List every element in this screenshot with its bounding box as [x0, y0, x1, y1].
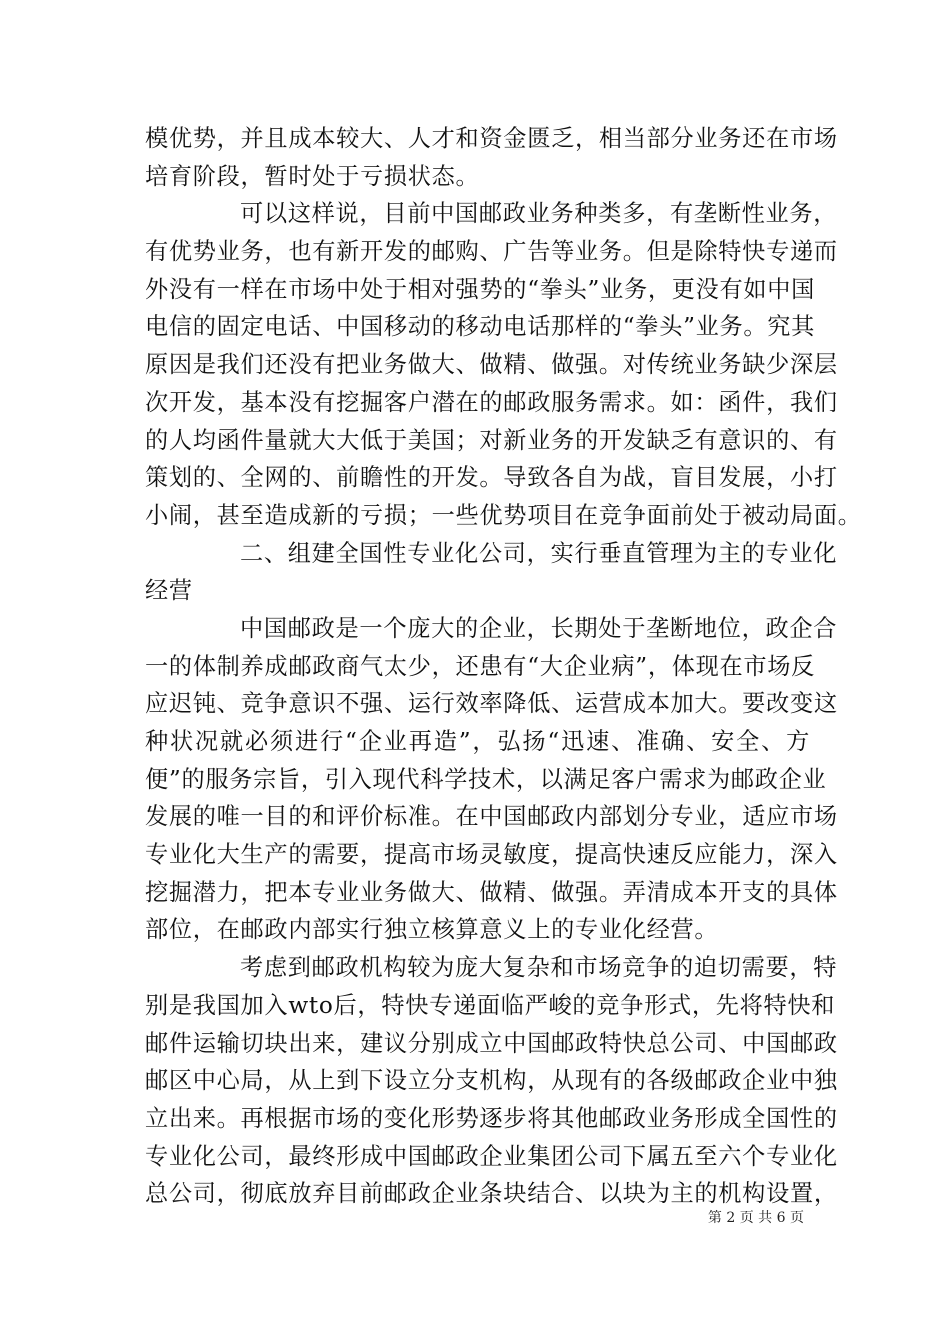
text-line: 经营 — [145, 577, 193, 605]
text-line: 模优势，并且成本较大、人才和资金匮乏，相当部分业务还在市场 — [145, 125, 838, 152]
text-line: 有优势业务，也有新开发的邮购、广告等业务。但是除特快专递而 — [145, 238, 838, 266]
text-line: 邮区中心局，从上到下设立分支机构，从现有的各级邮政企业中独 — [145, 1067, 838, 1095]
paragraph — [145, 949, 838, 1213]
text-line: 发展的唯一目的和评价标准。在中国邮政内部划分专业，适应市场 — [145, 803, 838, 831]
text-line: 便”的服务宗旨，引入现代科学技术，以满足客户需求为邮政企业 — [145, 765, 827, 793]
text-line: 专业化公司，最终形成中国邮政企业集团公司下属五至六个专业化 — [145, 1142, 838, 1170]
text-line: 专业化大生产的需要，提高市场灵敏度，提高快速反应能力，深入 — [145, 841, 838, 869]
text-line: 次开发，基本没有挖掘客户潜在的邮政服务需求。如：函件，我们 — [145, 388, 838, 416]
text-line: 中国邮政是一个庞大的企业，长期处于垄断地位，政企合 — [240, 614, 838, 642]
paragraph — [145, 195, 862, 534]
paragraph — [145, 120, 838, 195]
document-body — [145, 120, 862, 1213]
text-line: 挖掘潜力，把本专业业务做大、做精、做强。弄清成本开支的具体 — [145, 878, 838, 906]
text-line: 二、组建全国性专业化公司，实行垂直管理为主的专业化 — [240, 539, 838, 567]
text-line: 培育阶段，暂时处于亏损状态。 — [145, 162, 480, 190]
paragraph — [145, 535, 838, 610]
text-line: 外没有一样在市场中处于相对强势的“拳头”业务，更没有如中国 — [145, 275, 816, 303]
text-line: 别是我国加入wto后，特快专递面临严峻的竞争形式，先将特快和 — [145, 991, 836, 1019]
text-line: 原因是我们还没有把业务做大、做精、做强。对传统业务缺少深层 — [145, 351, 838, 379]
paragraph — [145, 610, 838, 949]
page-indicator: 第 2 页 共 6 页 — [707, 1210, 804, 1226]
text-line: 应迟钝、竞争意识不强、运行效率降低、运营成本加大。要改变这 — [145, 690, 838, 718]
text-line: 种状况就必须进行“企业再造”，弘扬“迅速、准确、安全、方 — [145, 728, 810, 755]
text-line: 总公司，彻底放弃目前邮政企业条块结合、以块为主的机构设置， — [145, 1180, 838, 1208]
text-line: 考虑到邮政机构较为庞大复杂和市场竞争的迫切需要，特 — [240, 954, 838, 982]
text-line: 可以这样说，目前中国邮政业务种类多，有垄断性业务， — [240, 200, 838, 228]
text-line: 策划的、全网的、前瞻性的开发。导致各自为战，盲目发展，小打 — [145, 464, 838, 492]
page-footer — [708, 1207, 804, 1227]
text-line: 一的体制养成邮政商气太少，还患有“大企业病”，体现在市场反 — [145, 652, 816, 680]
text-line: 电信的固定电话、中国移动的移动电话那样的“拳头”业务。究其 — [145, 313, 816, 341]
text-line: 邮件运输切块出来，建议分别成立中国邮政特快总公司、中国邮政 — [145, 1029, 838, 1057]
text-line: 的人均函件量就大大低于美国；对新业务的开发缺乏有意识的、有 — [145, 426, 838, 454]
text-line: 立出来。再根据市场的变化形势逐步将其他邮政业务形成全国性的 — [145, 1104, 838, 1132]
text-line: 部位，在邮政内部实行独立核算意义上的专业化经营。 — [145, 916, 719, 944]
text-line: 小闹，甚至造成新的亏损；一些优势项目在竞争面前处于被动局面。 — [145, 501, 862, 529]
